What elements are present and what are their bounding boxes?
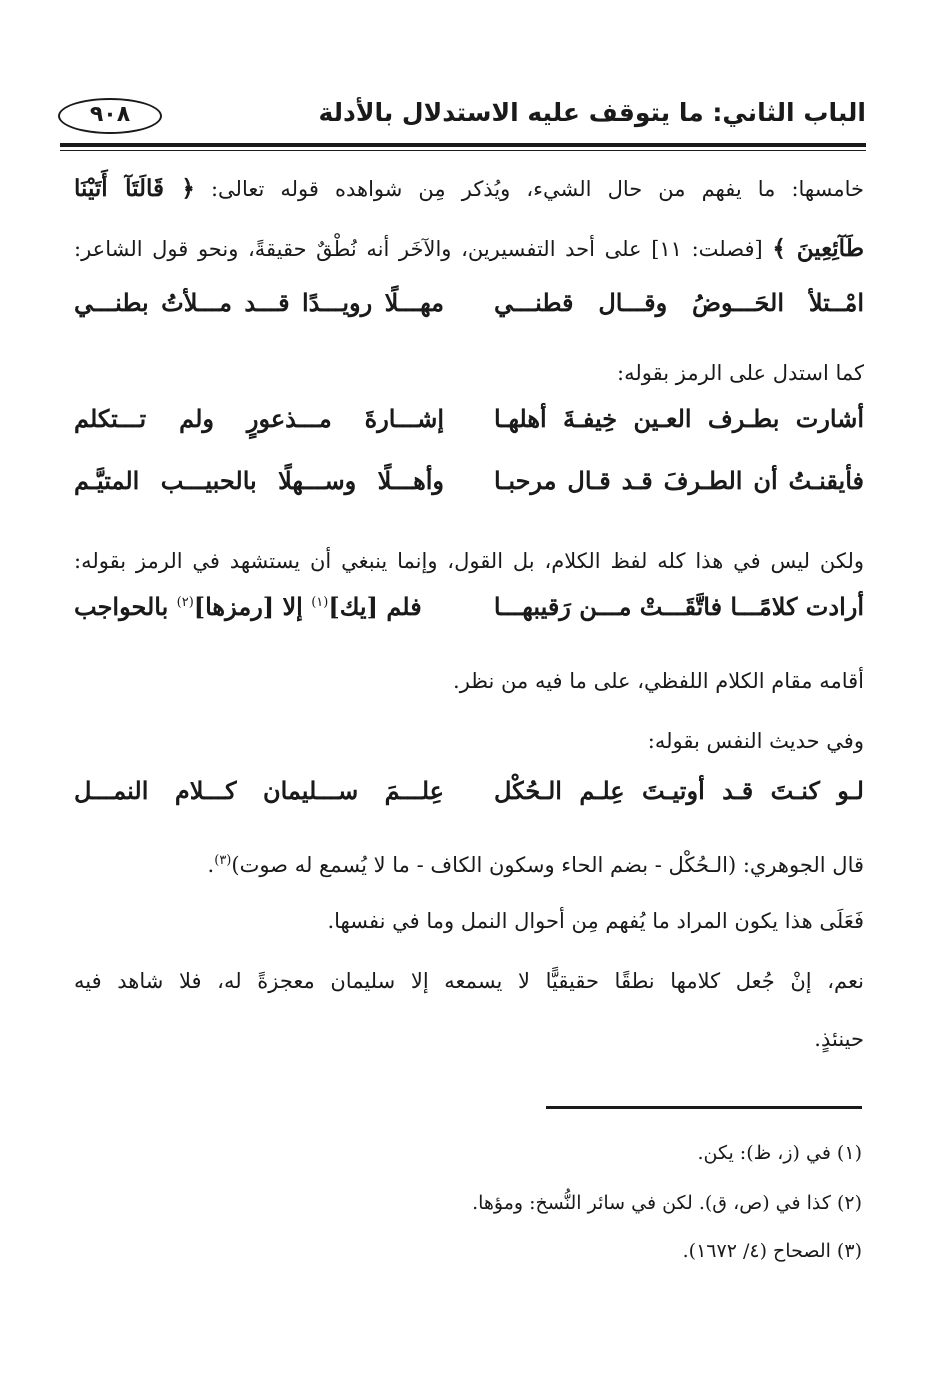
header-rule-thin — [60, 150, 866, 151]
verse-2-first-hemistich: أشارت بطـرف العـين خِيفـةَ أهلهـا — [494, 404, 864, 433]
paragraph-8-line-2: حينئذٍ. — [814, 1027, 864, 1051]
footnote-ref-1: (١) — [311, 595, 329, 610]
verse-1 — [74, 288, 864, 328]
verse-3-first-hemistich: فأيقنـتُ أن الطـرفَ قـد قـال مرحبـا — [494, 466, 864, 495]
paragraph-text: قال الجوهري: (الـحُكْل - بضم الحاء وسكون الكاف - ما لا يُسمع له صوت) — [231, 853, 864, 877]
paragraph-6 — [74, 846, 864, 880]
verse-5 — [74, 776, 864, 816]
footnote-ref-2: (٢) — [176, 595, 194, 610]
paragraph-1-line-2 — [74, 234, 864, 264]
paragraph-text: . — [207, 853, 215, 877]
verse-5-first-hemistich: لـو كنـتَ قـد أوتيـتَ عِلـم الـحُكْل — [494, 776, 864, 805]
verse-4 — [74, 592, 864, 632]
paragraph-5: وفي حديث النفس بقوله: — [647, 729, 864, 753]
footnote-separator — [546, 1106, 862, 1109]
paragraph-1-line-1 — [74, 174, 864, 204]
running-header — [58, 92, 866, 142]
verse-2-second-hemistich: إشـــارةَ مـــذعورٍ ولم تـــتكلم — [74, 404, 444, 433]
paragraph-text: [فصلت: ١١] على أحد التفسيرين، والآخَر أنه نُطْقٌ حقيقةً، ونحو قول الشاعر: — [74, 237, 763, 261]
verse-2 — [74, 404, 864, 444]
verse-text: إلا [رمزها] — [193, 592, 312, 621]
paragraph-7: فَعَلَى هذا يكون المراد ما يُفهم مِن أحوال النمل وما في نفسها. — [327, 909, 864, 933]
paragraph-text: خامسها: ما يفهم من حال الشيء، ويُذكر مِن شواهده قوله تعالى: — [210, 177, 864, 201]
quran-quote-end: طَآئِعِينَ ﴾ — [772, 235, 864, 262]
verse-1-first-hemistich: امْــتلأ الحَـــوضُ وقـــال قطنـــي — [494, 288, 864, 317]
chapter-title: الباب الثاني: ما يتوقف عليه الاستدلال بالأدلة — [318, 98, 866, 127]
header-rule-thick — [60, 143, 866, 147]
verse-text: بالحواجب — [74, 592, 177, 621]
verse-4-first-hemistich: أرادت كلامًـــا فاتَّقَـــتْ مـــن رَقيبهـــا — [493, 592, 864, 621]
verse-3-second-hemistich: وأهـــلًا وســـهلًا بالحبيـــب المتيَّـم — [74, 466, 444, 495]
page-number: ٩٠٨ — [89, 102, 131, 127]
verse-text: فلم [يك] — [328, 592, 422, 621]
quran-quote: ﴿ قَالَتَآ أَتَيْنَا — [74, 175, 195, 202]
footnote-ref-3: (٣) — [214, 853, 232, 868]
verse-4-second-hemistich — [74, 592, 444, 621]
paragraph-2: كما استدل على الرمز بقوله: — [617, 361, 864, 385]
paragraph-8-line-1: نعم، إنْ جُعل كلامها نطقًا حقيقيًّا لا يسمعه إلا سليمان معجزةً له، فلا شاهد فيه — [74, 969, 864, 993]
footnote-1: (١) في (ز، ظ): يكن. — [697, 1142, 862, 1164]
verse-1-second-hemistich: مهـــلًا رويـــدًا قـــد مـــلأتُ بطنـــي — [74, 288, 444, 317]
paragraph-4: أقامه مقام الكلام اللفظي، على ما فيه من نظر. — [453, 669, 864, 693]
footnote-3: (٣) الصحاح (٤/ ١٦٧٢). — [682, 1240, 862, 1262]
verse-5-second-hemistich: عِلـــمَ ســـليمان كـــلام النمـــل — [74, 776, 444, 805]
paragraph-3: ولكن ليس في هذا كله لفظ الكلام، بل القول، وإنما ينبغي أن يستشهد في الرمز بقوله: — [74, 549, 864, 573]
verse-3 — [74, 466, 864, 506]
footnote-2: (٢) كذا في (ص، ق). لكن في سائر النُّسخ: ومؤها. — [472, 1192, 862, 1214]
